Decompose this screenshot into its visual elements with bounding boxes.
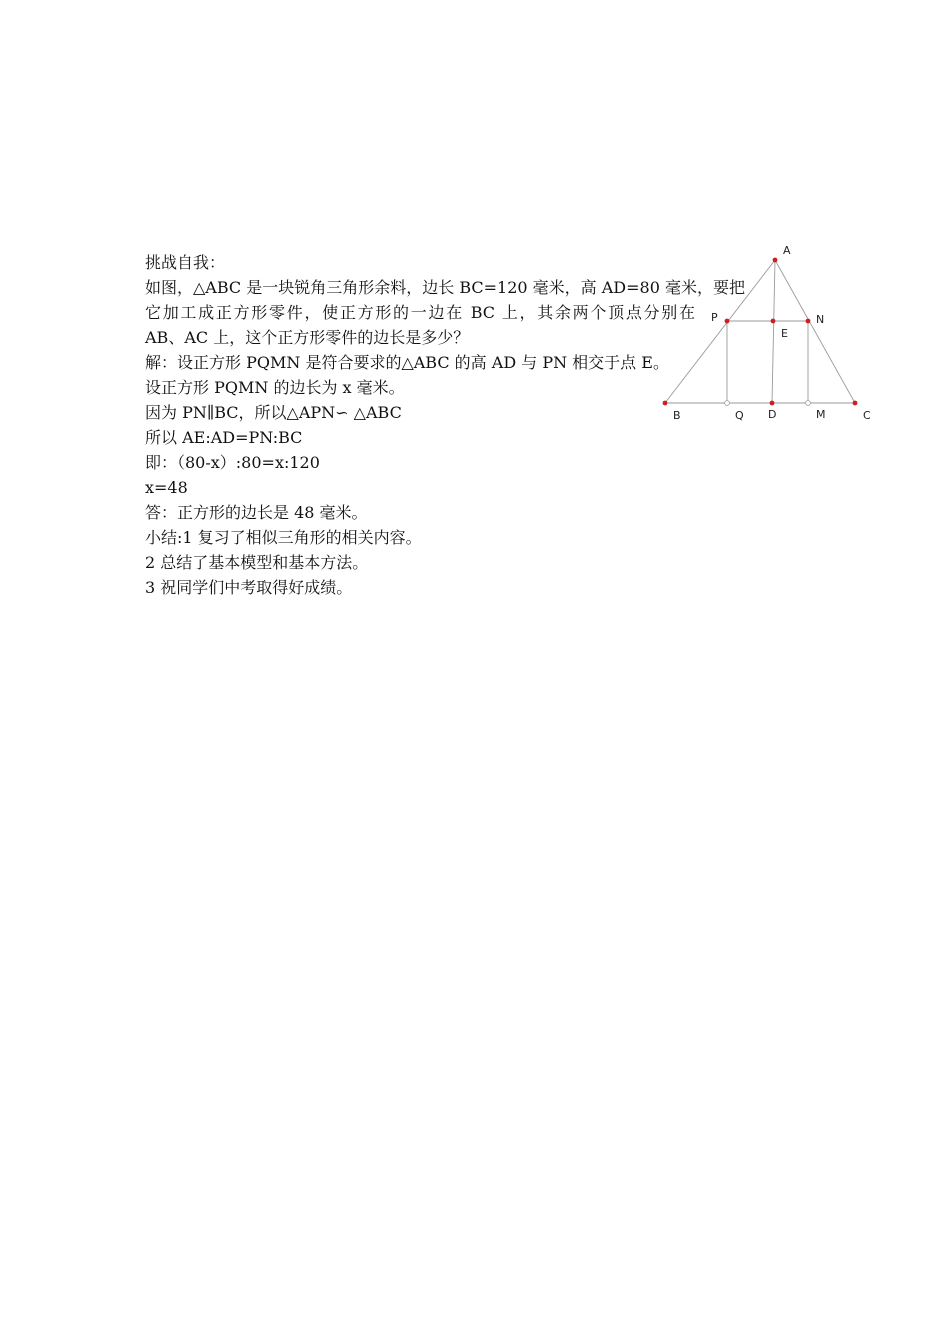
label-p: P	[711, 311, 718, 324]
label-b: B	[673, 409, 681, 422]
point-p	[725, 319, 730, 324]
label-a: A	[783, 244, 791, 257]
point-b	[663, 401, 668, 406]
point-n	[806, 319, 811, 324]
label-c: C	[863, 409, 871, 422]
solution-line-3: 因为 PN∥BC，所以△APN∽ △ABC	[145, 403, 402, 422]
label-q: Q	[735, 409, 744, 422]
segment-ab	[665, 260, 775, 403]
solution-line-4: 所以 AE:AD=PN:BC	[145, 428, 303, 447]
label-d: D	[768, 408, 777, 421]
label-n: N	[816, 313, 825, 326]
solution-line-6: x=48	[145, 478, 188, 497]
label-m: M	[816, 408, 826, 421]
solution-line-1: 解：设正方形 PQMN 是符合要求的△ABC 的高 AD 与 PN 相交于点 E。	[145, 353, 669, 372]
point-c	[853, 401, 858, 406]
point-q	[725, 401, 730, 406]
problem-line-2: 它加工成正方形零件，使正方形的一边在 BC 上，其余两个顶点分别在	[145, 303, 695, 322]
point-e	[771, 319, 776, 324]
altitude-ad	[772, 260, 775, 403]
label-e: E	[781, 327, 788, 340]
summary-line-3: 3 祝同学们中考取得好成绩。	[145, 578, 353, 597]
point-a	[773, 258, 778, 263]
challenge-heading: 挑战自我：	[145, 253, 226, 272]
point-d	[770, 401, 775, 406]
solution-line-5: 即：（80-x）:80=x:120	[145, 453, 320, 472]
triangle-diagram	[650, 235, 890, 435]
solution-line-2: 设正方形 PQMN 的边长为 x 毫米。	[145, 378, 405, 397]
summary-line-2: 2 总结了基本模型和基本方法。	[145, 553, 369, 572]
problem-line-1: 如图，△ABC 是一块锐角三角形余料，边长 BC=120 毫米，高 AD=80 毫米，要把	[145, 278, 745, 297]
point-m	[806, 401, 811, 406]
summary-line-1: 小结:1 复习了相似三角形的相关内容。	[145, 528, 422, 547]
answer-line: 答：正方形的边长是 48 毫米。	[145, 503, 368, 522]
problem-text	[145, 250, 745, 600]
problem-line-3: AB、AC 上，这个正方形零件的边长是多少？	[145, 328, 470, 347]
